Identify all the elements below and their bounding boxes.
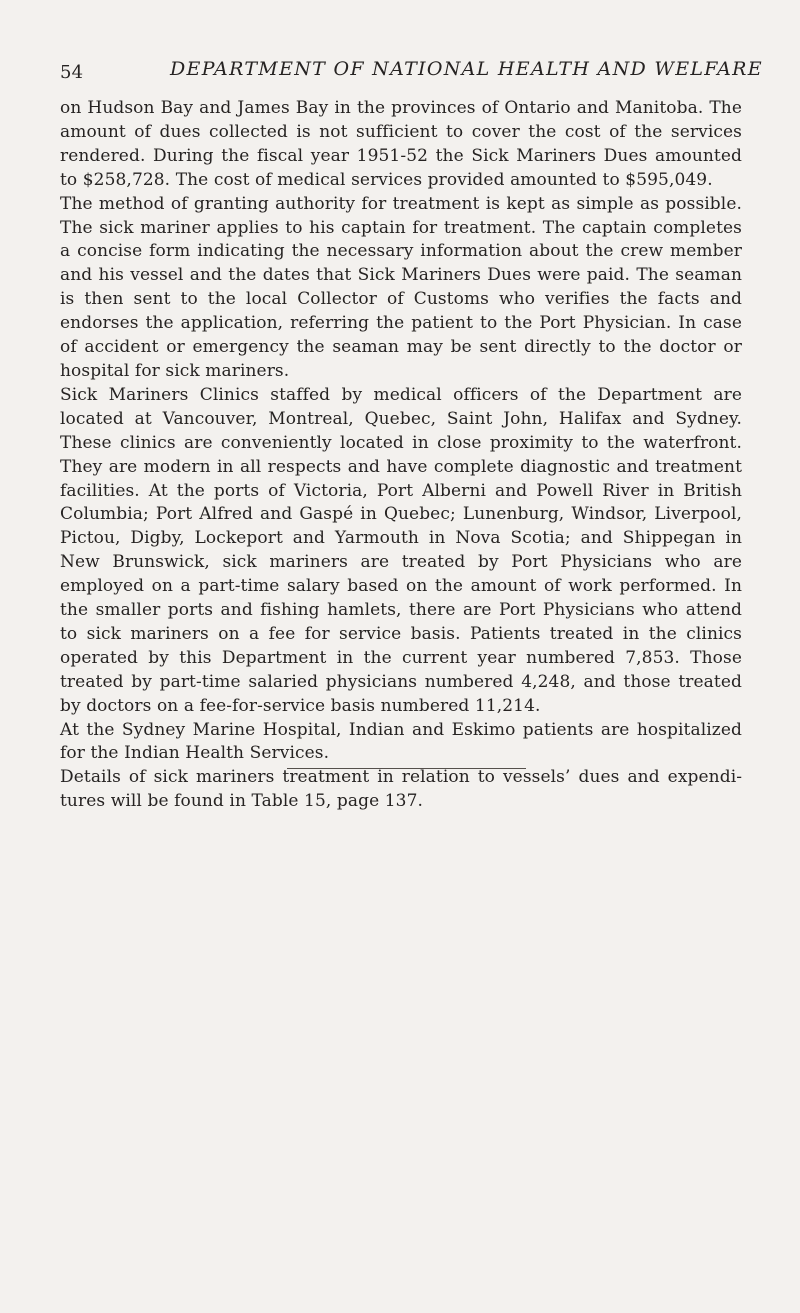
paragraph-clinics: Sick Mariners Clinics staffed by medical officers of the Department are located at Vancouver, Montreal, Quebec, Saint John, Halifax and Sydney. These clinics are conveniently located in close proximity to the waterfront. They are modern in all respects and have complete diagnostic and treatment facilities. At the ports of Victoria, Port Alberni and Powell River in British Columbia; Port Alfred and Gaspé in Quebec; Lunenburg, Windsor, Liverpool, Pictou, Digby, Lockeport and Yarmouth in Nova Scotia; and Shippegan in New Brunswick, sick mariners are treated by Port Physicians who are employed on a part-time salary based on the amount of work performed. In the smaller ports and fishing hamlets, there are Port Physicians who attend to sick mariners on a fee for service basis. Patients treated in the clinics operated by this Department in the current year numbered 7,853. Those treated by part-time salaried physicians numbered 4,248, and those treated by doctors on a fee-for-service basis numbered 11,214. [60,384,742,716]
paragraph-treatment-authority: The method of granting authority for treatment is kept as simple as possible. The sick mariner applies to his captain for treatment. The captain completes a concise form indicating the necessary information about the crew member and his vessel and the dates that Sick Mariners Dues were paid. The seaman is then sent to the local Collector of Customs who verifies the facts and endorses the application, referring the patient to the Port Physician. In case of accident or emergency the seaman may be sent directly to the doctor or hospital for sick mariners. [60,193,742,381]
paragraph-continuation: on Hudson Bay and James Bay in the provinces of Ontario and Manitoba. The amount of dues collected is not sufficient to cover the cost of the services rendered. During the fiscal year 1951-52 the Sick Mariners Dues amounted to $258,728. The cost of medical services provided amounted to $595,049. [60,98,742,190]
body-text [60,97,742,814]
page-header [60,58,763,88]
running-head: DEPARTMENT OF NATIONAL HEALTH AND WELFARE [170,58,763,80]
paragraph-table-reference: Details of sick mariners treatment in relation to vessels’ dues and expenditures will be found in Table 15, page 137. [60,767,742,812]
section-divider [287,768,526,769]
page-number: 54 [60,62,84,83]
paragraph-sydney-hospital: At the Sydney Marine Hospital, Indian and Eskimo patients are hospitalized for the Indian Health Services. [60,719,742,764]
